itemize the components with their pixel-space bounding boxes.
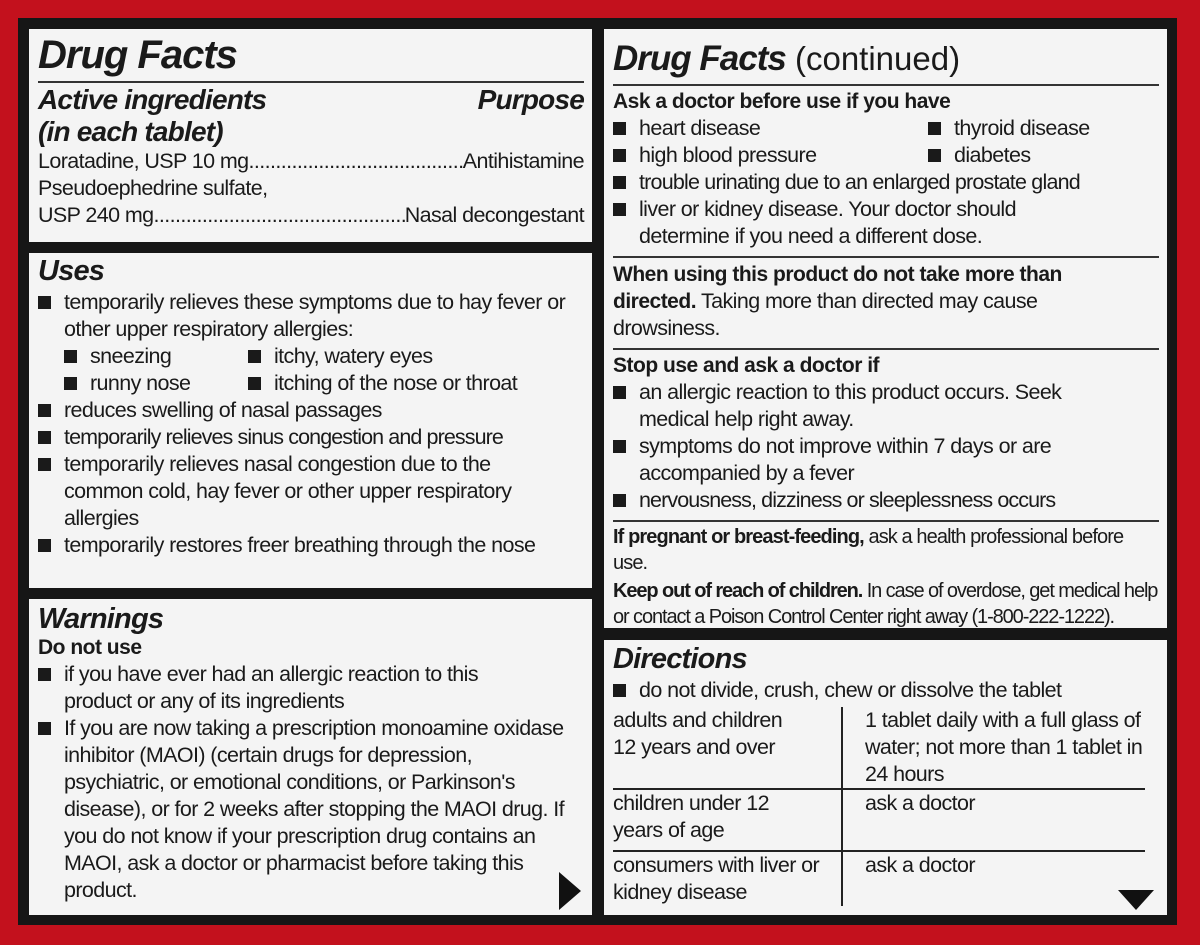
bullet-icon bbox=[248, 377, 261, 390]
divider bbox=[613, 84, 1159, 86]
bullet-icon bbox=[38, 539, 51, 552]
bullet-icon bbox=[613, 149, 626, 162]
warning-item: If you are now taking a prescription monoamine oxidase inhibitor (MAOI) (certain drugs for depression, psychiatric, or emotional conditions, or Parkinson's disease), or for 2 weeks after stopping the MAOI drug. If you do not know if your prescription drug contains an MAOI, ask a doctor or pharmacist before taking this product. bbox=[38, 715, 584, 904]
condition-item: heart disease bbox=[613, 115, 928, 142]
bullet-icon bbox=[613, 684, 626, 697]
stop-use-item: nervousness, dizziness or sleeplessness occurs bbox=[613, 487, 1159, 514]
pregnant-section: If pregnant or breast-feeding, ask a health professional before use. bbox=[613, 526, 1124, 574]
symptom-item: sneezing bbox=[64, 343, 248, 370]
do-not-use-heading: Do not use bbox=[38, 636, 142, 659]
table-row bbox=[613, 707, 1145, 789]
divider bbox=[613, 520, 1159, 522]
table-cell-dose: 1 tablet daily with a full glass of water; not more than 1 tablet in 24 hours bbox=[842, 707, 1145, 789]
directions-heading: Directions bbox=[613, 643, 747, 675]
ingredient-purpose: Antihistamine bbox=[462, 149, 584, 173]
ask-doctor-heading: Ask a doctor before use if you have bbox=[613, 90, 951, 113]
table-cell-who: adults and children 12 years and over bbox=[613, 708, 783, 759]
bullet-icon bbox=[613, 494, 626, 507]
bullet-icon bbox=[613, 440, 626, 453]
condition-item: thyroid disease bbox=[928, 115, 1159, 142]
bullet-icon bbox=[38, 458, 51, 471]
ingredient-row bbox=[38, 148, 584, 175]
symptom-item: itchy, watery eyes bbox=[248, 343, 584, 370]
divider bbox=[613, 256, 1159, 258]
uses-item: reduces swelling of nasal passages bbox=[38, 397, 584, 424]
bullet-icon bbox=[38, 668, 51, 681]
active-ingredients-panel bbox=[29, 29, 592, 242]
symptom-grid bbox=[38, 343, 584, 397]
condition-item: trouble urinating due to an enlarged prostate gland bbox=[613, 169, 1159, 196]
ingredient-name: Loratadine, USP 10 mg bbox=[38, 149, 249, 173]
bullet-icon bbox=[38, 722, 51, 735]
uses-heading: Uses bbox=[38, 255, 105, 287]
triangle-down-icon bbox=[1118, 890, 1154, 910]
bullet-icon bbox=[928, 149, 941, 162]
uses-item: temporarily relieves sinus congestion and pressure bbox=[38, 424, 584, 451]
dosage-table bbox=[613, 707, 1145, 906]
divider bbox=[38, 81, 584, 83]
uses-item: temporarily restores freer breathing through the nose bbox=[38, 532, 584, 559]
table-row bbox=[613, 851, 1145, 906]
bullet-icon bbox=[613, 203, 626, 216]
keep-out-section: Keep out of reach of children. In case of overdose, get medical help or contact a Poison Control Center right away (1-800-222-1222). bbox=[613, 580, 1158, 628]
stop-use-heading: Stop use and ask a doctor if bbox=[613, 354, 880, 377]
table-cell-dose: ask a doctor bbox=[842, 851, 1145, 906]
ask-doctor-grid bbox=[613, 115, 1159, 169]
table-cell-who: children under 12 years of age bbox=[613, 789, 842, 851]
continued-title: Drug Facts (continued) bbox=[613, 39, 961, 78]
bullet-icon bbox=[38, 296, 51, 309]
warnings-panel bbox=[29, 599, 592, 915]
table-row bbox=[613, 789, 1145, 851]
bullet-icon bbox=[613, 386, 626, 399]
active-ingredients-heading: Active ingredients bbox=[38, 84, 267, 115]
stop-use-item: an allergic reaction to this product occurs. Seek medical help right away. bbox=[613, 379, 1159, 433]
bullet-icon bbox=[38, 431, 51, 444]
triangle-right-icon bbox=[559, 872, 581, 910]
bullet-icon bbox=[64, 377, 77, 390]
directions-panel bbox=[604, 640, 1167, 915]
condition-item: liver or kidney disease. Your doctor should determine if you need a different dose. bbox=[613, 196, 1159, 250]
condition-item: diabetes bbox=[928, 142, 1159, 169]
warning-item: if you have ever had an allergic reaction to this product or any of its ingredients bbox=[38, 661, 584, 715]
drug-facts-title: Drug Facts bbox=[38, 33, 237, 77]
when-using-section: When using this product do not take more than directed. Taking more than directed may cause drowsiness. bbox=[613, 263, 1062, 340]
bullet-icon bbox=[613, 176, 626, 189]
divider bbox=[613, 348, 1159, 350]
in-each-tablet-heading: (in each tablet) bbox=[38, 116, 223, 147]
ingredient-row bbox=[38, 202, 584, 229]
ingredient-purpose: Nasal decongestant bbox=[404, 203, 584, 227]
directions-bullet: do not divide, crush, chew or dissolve the tablet bbox=[613, 677, 1145, 704]
purpose-heading: Purpose bbox=[477, 84, 584, 115]
bullet-icon bbox=[64, 350, 77, 363]
bullet-icon bbox=[928, 122, 941, 135]
condition-item: high blood pressure bbox=[613, 142, 928, 169]
ingredient-name: USP 240 mg bbox=[38, 203, 154, 227]
symptom-item: itching of the nose or throat bbox=[248, 370, 584, 397]
table-cell-who: consumers with liver or kidney disease bbox=[613, 851, 842, 906]
bullet-icon bbox=[38, 404, 51, 417]
uses-item: temporarily relieves nasal congestion due to the common cold, hay fever or other upper respiratory allergies bbox=[38, 451, 584, 532]
bullet-icon bbox=[613, 122, 626, 135]
uses-item: temporarily relieves these symptoms due to hay fever or other upper respiratory allergies: bbox=[38, 289, 584, 343]
uses-panel bbox=[29, 253, 592, 588]
warnings-heading: Warnings bbox=[38, 603, 164, 635]
ingredient-name-line1: Pseudoephedrine sulfate, bbox=[38, 176, 268, 200]
table-cell-dose: ask a doctor bbox=[842, 789, 1145, 851]
stop-use-item: symptoms do not improve within 7 days or are accompanied by a fever bbox=[613, 433, 1159, 487]
bullet-icon bbox=[248, 350, 261, 363]
continued-panel bbox=[604, 29, 1167, 628]
symptom-item: runny nose bbox=[64, 370, 248, 397]
